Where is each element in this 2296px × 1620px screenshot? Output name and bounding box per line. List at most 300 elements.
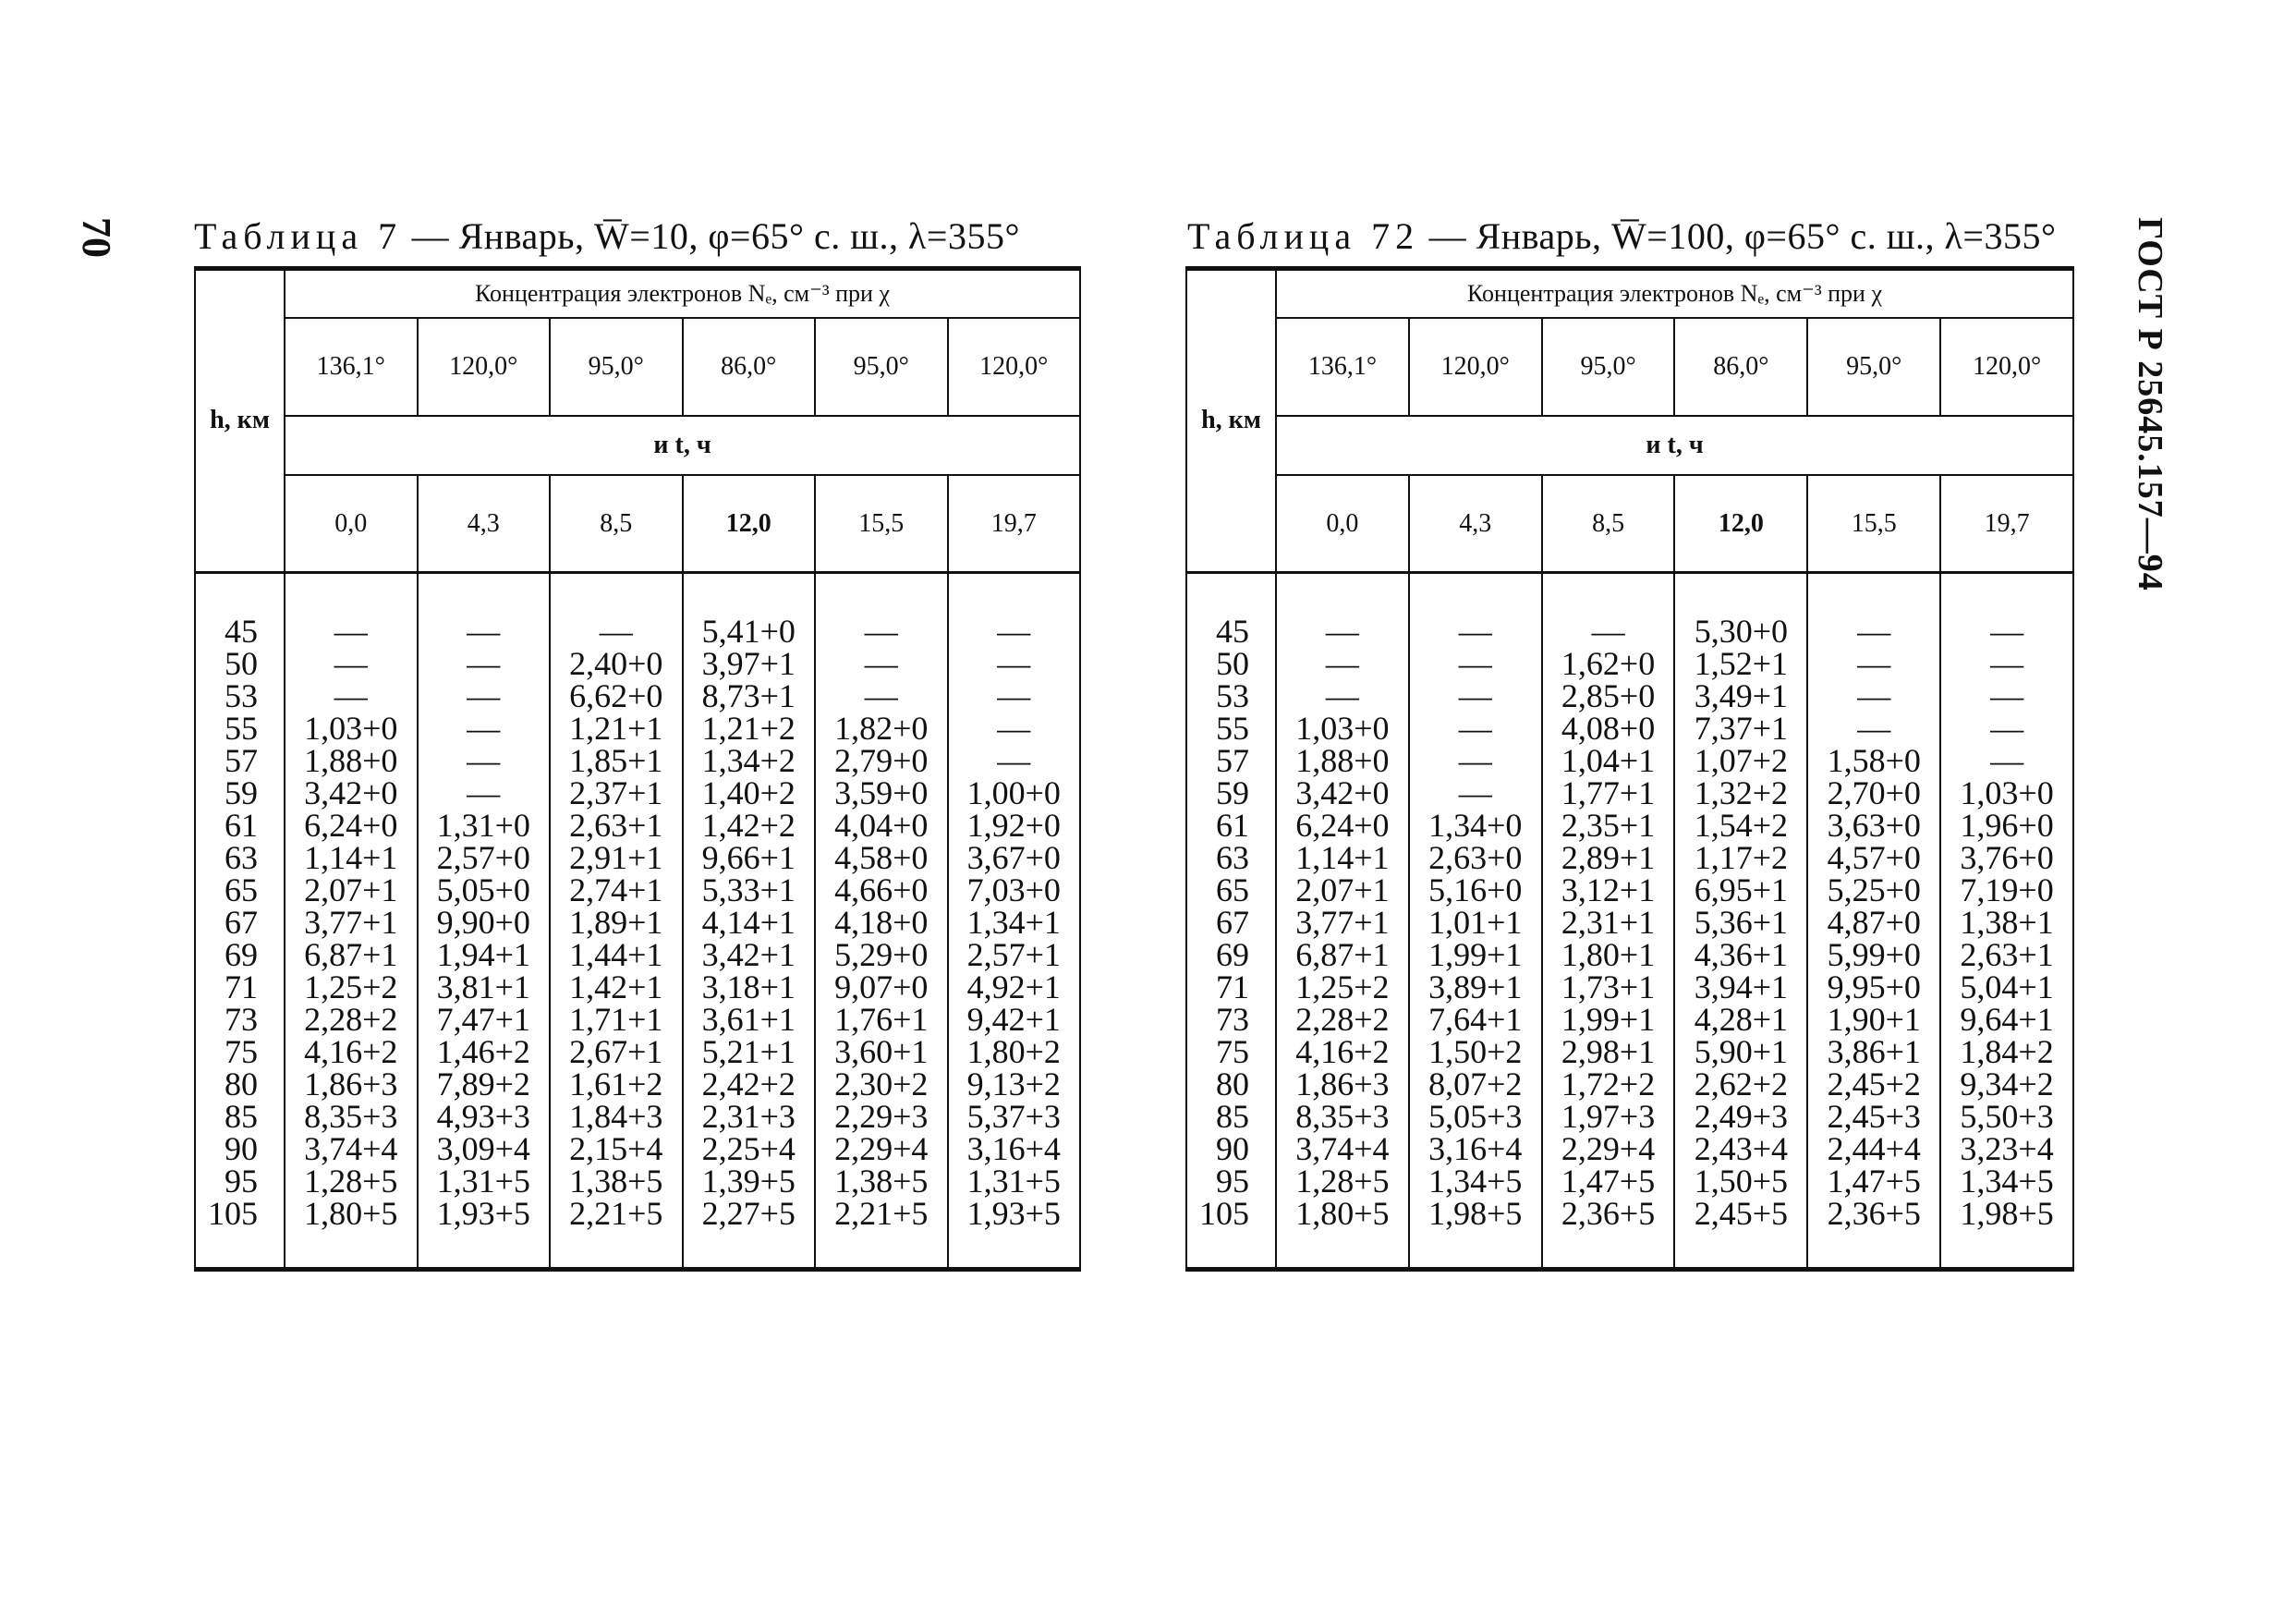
table-cell: —	[1458, 612, 1492, 650]
table-cell: —	[997, 741, 1031, 779]
table-cell: 2,45+3	[1827, 1097, 1921, 1135]
height-value: 95	[1216, 1162, 1249, 1200]
table-cell: 2,85+0	[1561, 676, 1656, 714]
height-value: 50	[225, 644, 258, 682]
height-value: 59	[225, 773, 258, 811]
time-value: 4,3	[418, 475, 551, 572]
height-value: 105	[208, 1194, 258, 1232]
value-column	[1542, 572, 1675, 1267]
time-value: 19,7	[948, 475, 1081, 572]
concentration-header: Концентрация электронов Nₑ, см⁻³ при χ	[1276, 271, 2073, 318]
table-cell: 3,18+1	[701, 968, 796, 1005]
table-cell: 1,61+2	[569, 1065, 663, 1102]
height-value: 80	[225, 1065, 258, 1102]
table-cell: 8,07+2	[1428, 1065, 1523, 1102]
table-cell: 3,23+4	[1960, 1129, 2054, 1167]
table-cell: 7,03+0	[966, 871, 1061, 908]
table-cell: 8,35+3	[304, 1097, 398, 1135]
table-cell: 1,93+5	[966, 1194, 1061, 1232]
row-header: h, км	[195, 271, 285, 572]
table-cell: 4,28+1	[1694, 1000, 1789, 1038]
table-cell: 9,42+1	[966, 1000, 1061, 1038]
table-cell: 2,62+2	[1694, 1065, 1789, 1102]
chi-header: 136,1°	[1276, 318, 1409, 416]
table-cell: 3,42+0	[304, 773, 398, 811]
table-cell: 2,44+4	[1827, 1129, 1921, 1167]
table-cell: 4,36+1	[1694, 935, 1789, 973]
value-column	[815, 572, 948, 1267]
table-cell: —	[997, 612, 1031, 650]
table-cell: —	[1990, 644, 2024, 682]
table-cell: 1,25+2	[304, 968, 398, 1005]
table-cell: 5,41+0	[701, 612, 796, 650]
table-cell: —	[1325, 644, 1359, 682]
table-cell: 1,03+0	[1295, 709, 1390, 747]
table-cell: 3,42+0	[1295, 773, 1390, 811]
table-cell: —	[467, 644, 501, 682]
table-cell: 3,74+4	[1295, 1129, 1390, 1167]
table-cell: 3,77+1	[1295, 903, 1390, 941]
table-cell: 1,44+1	[569, 935, 663, 973]
table-cell: 1,98+5	[1960, 1194, 2054, 1232]
table-cell: —	[997, 709, 1031, 747]
table-cell: 1,80+5	[304, 1194, 398, 1232]
time-value: 8,5	[1542, 475, 1675, 572]
table-cell: —	[1990, 709, 2024, 747]
table-cell: 1,34+5	[1428, 1162, 1523, 1200]
height-value: 69	[225, 935, 258, 973]
table-cell: 1,34+5	[1960, 1162, 2054, 1200]
caption-prefix: Таблица 72	[1187, 215, 1420, 257]
table-cell: 9,64+1	[1960, 1000, 2054, 1038]
table-cell: 1,85+1	[569, 741, 663, 779]
table-cell: 2,91+1	[569, 838, 663, 876]
height-value: 65	[225, 871, 258, 908]
table-cell: 2,28+2	[1295, 1000, 1390, 1038]
table-cell: 2,42+2	[701, 1065, 796, 1102]
table-cell: 5,29+0	[834, 935, 929, 973]
table-cell: —	[1458, 644, 1492, 682]
height-value: 61	[1216, 806, 1249, 844]
table-cell: 4,16+2	[304, 1032, 398, 1070]
table-cell: 1,71+1	[569, 1000, 663, 1038]
table-cell: 3,12+1	[1561, 871, 1656, 908]
table-cell: —	[334, 644, 368, 682]
table-cell: 1,52+1	[1694, 644, 1789, 682]
chi-header: 95,0°	[815, 318, 948, 416]
table-cell: 2,31+1	[1561, 903, 1656, 941]
table-cell: 3,09+4	[436, 1129, 530, 1167]
table-cell: 1,80+2	[966, 1032, 1061, 1070]
table-cell: 5,33+1	[701, 871, 796, 908]
table-cell: 7,37+1	[1694, 709, 1789, 747]
table-cell: 6,24+0	[304, 806, 398, 844]
height-value: 71	[1216, 968, 1249, 1005]
table-cell: 3,81+1	[436, 968, 530, 1005]
table-cell: 1,80+5	[1295, 1194, 1390, 1232]
time-value: 0,0	[285, 475, 418, 572]
height-value: 85	[1216, 1097, 1249, 1135]
table-cell: 4,16+2	[1295, 1032, 1390, 1070]
height-value: 63	[225, 838, 258, 876]
table-cell: 1,04+1	[1561, 741, 1656, 779]
table-cell: —	[1990, 741, 2024, 779]
table-cell: 3,59+0	[834, 773, 929, 811]
time-header: и t, ч	[285, 416, 1080, 475]
chi-header: 86,0°	[1674, 318, 1807, 416]
table-cell: —	[334, 676, 368, 714]
table-cell: 1,54+2	[1694, 806, 1789, 844]
table-cell: 1,89+1	[569, 903, 663, 941]
caption-rest: — Январь, W̅=100, φ=65° с. ш., λ=355°	[1419, 215, 2057, 257]
table-cell: 5,90+1	[1694, 1032, 1789, 1070]
table-cell: 1,93+5	[436, 1194, 530, 1232]
table-cell: 1,47+5	[1561, 1162, 1656, 1200]
value-column	[1940, 572, 2073, 1267]
height-value: 95	[225, 1162, 258, 1200]
table-cell: 1,40+2	[701, 773, 796, 811]
table-cell: —	[1458, 741, 1492, 779]
height-value: 73	[1216, 1000, 1249, 1038]
table-cell: 1,07+2	[1694, 741, 1789, 779]
height-value: 63	[1216, 838, 1249, 876]
table-cell: 2,27+5	[701, 1194, 796, 1232]
table-cell: 5,05+0	[436, 871, 530, 908]
table-cell: 1,92+0	[966, 806, 1061, 844]
time-value: 8,5	[550, 475, 683, 572]
table-cell: 2,63+0	[1428, 838, 1523, 876]
table-cell: 1,72+2	[1561, 1065, 1656, 1102]
caption-prefix: Таблица 7	[194, 215, 403, 257]
table-cell: 1,28+5	[304, 1162, 398, 1200]
table-cell: 2,98+1	[1561, 1032, 1656, 1070]
table-cell: 1,31+0	[436, 806, 530, 844]
table-cell: 5,04+1	[1960, 968, 2054, 1005]
height-value: 73	[225, 1000, 258, 1038]
table-cell: 1,76+1	[834, 1000, 929, 1038]
table-cell: 4,18+0	[834, 903, 929, 941]
table-cell: 1,03+0	[304, 709, 398, 747]
table-cell: 1,73+1	[1561, 968, 1656, 1005]
table-cell: 2,15+4	[569, 1129, 663, 1167]
chi-header: 86,0°	[683, 318, 816, 416]
table-cell: 9,95+0	[1827, 968, 1921, 1005]
table-cell: —	[997, 676, 1031, 714]
table-cell: 6,95+1	[1694, 871, 1789, 908]
table-cell: 1,34+2	[701, 741, 796, 779]
chi-header: 95,0°	[550, 318, 683, 416]
table-cell: 3,63+0	[1827, 806, 1921, 844]
chi-header: 136,1°	[285, 318, 418, 416]
table-cell: 2,89+1	[1561, 838, 1656, 876]
table-cell: 6,87+1	[304, 935, 398, 973]
table-cell: 1,84+2	[1960, 1032, 2054, 1070]
table-cell: 2,36+5	[1827, 1194, 1921, 1232]
value-column	[948, 572, 1081, 1267]
table-cell: 3,16+4	[1428, 1129, 1523, 1167]
table-cell: 3,42+1	[701, 935, 796, 973]
table-cell: 1,88+0	[1295, 741, 1390, 779]
height-value: 71	[225, 968, 258, 1005]
table-cell: 1,25+2	[1295, 968, 1390, 1005]
table-cell: 2,29+3	[834, 1097, 929, 1135]
table-cell: 2,40+0	[569, 644, 663, 682]
table-cell: 1,86+3	[304, 1065, 398, 1102]
height-value: 90	[225, 1129, 258, 1167]
table-cell: 5,16+0	[1428, 871, 1523, 908]
table-cell: 5,25+0	[1827, 871, 1921, 908]
table-cell: 9,07+0	[834, 968, 929, 1005]
table-cell: —	[467, 741, 501, 779]
height-value: 75	[1216, 1032, 1249, 1070]
height-value: 61	[225, 806, 258, 844]
time-value: 4,3	[1409, 475, 1542, 572]
table-cell: 1,82+0	[834, 709, 929, 747]
table-cell: 1,80+1	[1561, 935, 1656, 973]
table-cell: —	[1591, 612, 1625, 650]
value-column	[550, 572, 683, 1267]
table-cell: 1,97+3	[1561, 1097, 1656, 1135]
height-value: 59	[1216, 773, 1249, 811]
table-cell: 2,57+1	[966, 935, 1061, 973]
height-value: 53	[225, 676, 258, 714]
table-cell: 2,21+5	[569, 1194, 663, 1232]
time-value: 15,5	[815, 475, 948, 572]
height-value: 57	[225, 741, 258, 779]
table-cell: 2,31+3	[701, 1097, 796, 1135]
table-cell: 1,50+5	[1694, 1162, 1789, 1200]
table-cell: 3,74+4	[304, 1129, 398, 1167]
table-cell: 1,99+1	[1428, 935, 1523, 973]
time-value: 12,0	[1674, 475, 1807, 572]
table-cell: 3,76+0	[1960, 838, 2054, 876]
height-value: 57	[1216, 741, 1249, 779]
page-number: 70	[74, 217, 119, 258]
time-value: 15,5	[1807, 475, 1940, 572]
value-column	[1276, 572, 1409, 1267]
table-cell: 7,47+1	[436, 1000, 530, 1038]
table-cell: 1,31+5	[436, 1162, 530, 1200]
table-cell: 1,86+3	[1295, 1065, 1390, 1102]
table-cell: 1,88+0	[304, 741, 398, 779]
table-cell: 2,29+4	[1561, 1129, 1656, 1167]
table-cell: 3,77+1	[304, 903, 398, 941]
table-cell: 1,34+0	[1428, 806, 1523, 844]
height-value: 67	[225, 903, 258, 941]
table-cell: 6,62+0	[569, 676, 663, 714]
height-value: 45	[1216, 612, 1249, 650]
table-cell: 1,38+1	[1960, 903, 2054, 941]
table-cell: 3,67+0	[966, 838, 1061, 876]
table-cell: 5,21+1	[701, 1032, 796, 1070]
table-caption-2	[1187, 214, 2056, 258]
chi-header: 120,0°	[1409, 318, 1542, 416]
table-cell: 2,57+0	[436, 838, 530, 876]
chi-header: 120,0°	[418, 318, 551, 416]
table-cell: 2,45+5	[1694, 1194, 1789, 1232]
table-cell: 1,99+1	[1561, 1000, 1656, 1038]
table-cell: 4,58+0	[834, 838, 929, 876]
table-cell: 8,73+1	[701, 676, 796, 714]
table-cell: 3,16+4	[966, 1129, 1061, 1167]
table-cell: 1,34+1	[966, 903, 1061, 941]
table-cell: 5,37+3	[966, 1097, 1061, 1135]
chi-header: 95,0°	[1807, 318, 1940, 416]
table-cell: 4,04+0	[834, 806, 929, 844]
table-cell: —	[1458, 709, 1492, 747]
table-cell: —	[1857, 644, 1891, 682]
height-value: 45	[225, 612, 258, 650]
table-cell: 1,42+2	[701, 806, 796, 844]
table-cell: 2,07+1	[1295, 871, 1390, 908]
table-cell: 1,96+0	[1960, 806, 2054, 844]
table-cell: 5,30+0	[1694, 612, 1789, 650]
table-cell: —	[1857, 612, 1891, 650]
time-value: 19,7	[1940, 475, 2073, 572]
table-cell: 4,93+3	[436, 1097, 530, 1135]
table-cell: 5,50+3	[1960, 1097, 2054, 1135]
table-cell: 7,64+1	[1428, 1000, 1523, 1038]
table-cell: 1,77+1	[1561, 773, 1656, 811]
table-cell: 3,49+1	[1694, 676, 1789, 714]
table-cell: 2,29+4	[834, 1129, 929, 1167]
table-cell: 2,45+2	[1827, 1065, 1921, 1102]
height-value: 55	[1216, 709, 1249, 747]
table-cell: 6,87+1	[1295, 935, 1390, 973]
height-value: 75	[225, 1032, 258, 1070]
table-cell: —	[1325, 612, 1359, 650]
height-value: 105	[1199, 1194, 1249, 1232]
table-cell: 2,67+1	[569, 1032, 663, 1070]
table-cell: 2,07+1	[304, 871, 398, 908]
table-cell: 2,79+0	[834, 741, 929, 779]
value-column	[1674, 572, 1807, 1267]
row-header: h, км	[1186, 271, 1276, 572]
table-cell: 3,97+1	[701, 644, 796, 682]
data-table-1	[194, 266, 1081, 1272]
table-cell: —	[1458, 773, 1492, 811]
table-cell: 2,25+4	[701, 1129, 796, 1167]
table-cell: 1,90+1	[1827, 1000, 1921, 1038]
table-cell: —	[467, 709, 501, 747]
time-header: и t, ч	[1276, 416, 2073, 475]
chi-header: 95,0°	[1542, 318, 1675, 416]
table-cell: 7,89+2	[436, 1065, 530, 1102]
table-cell: 1,14+1	[304, 838, 398, 876]
value-column	[1409, 572, 1542, 1267]
value-column	[418, 572, 551, 1267]
time-value: 12,0	[683, 475, 816, 572]
chi-header: 120,0°	[1940, 318, 2073, 416]
chi-header: 120,0°	[948, 318, 1081, 416]
table-cell: 1,14+1	[1295, 838, 1390, 876]
time-value: 0,0	[1276, 475, 1409, 572]
value-column	[683, 572, 816, 1267]
table-cell: 4,57+0	[1827, 838, 1921, 876]
table-cell: 5,36+1	[1694, 903, 1789, 941]
table-cell: 1,58+0	[1827, 741, 1921, 779]
caption-rest: — Январь, W̅=10, φ=65° с. ш., λ=355°	[402, 215, 1020, 257]
table-cell: 2,49+3	[1694, 1097, 1789, 1135]
table-cell: —	[467, 612, 501, 650]
table-cell: —	[1857, 709, 1891, 747]
table-cell: 9,66+1	[701, 838, 796, 876]
table-cell: 6,24+0	[1295, 806, 1390, 844]
table-cell: —	[1458, 676, 1492, 714]
table-cell: 5,05+3	[1428, 1097, 1523, 1135]
height-value: 67	[1216, 903, 1249, 941]
table-cell: 1,17+2	[1694, 838, 1789, 876]
height-value: 90	[1216, 1129, 1249, 1167]
height-value: 80	[1216, 1065, 1249, 1102]
table-cell: 1,38+5	[834, 1162, 929, 1200]
table-cell: 4,92+1	[966, 968, 1061, 1005]
table-cell: —	[997, 644, 1031, 682]
table-cell: 9,34+2	[1960, 1065, 2054, 1102]
height-value: 55	[225, 709, 258, 747]
table-cell: 1,39+5	[701, 1162, 796, 1200]
table-cell: 2,21+5	[834, 1194, 929, 1232]
height-value: 65	[1216, 871, 1249, 908]
table-cell: 1,01+1	[1428, 903, 1523, 941]
table-cell: 1,50+2	[1428, 1032, 1523, 1070]
height-value: 69	[1216, 935, 1249, 973]
table-cell: 1,31+5	[966, 1162, 1061, 1200]
table-cell: 2,37+1	[569, 773, 663, 811]
table-cell: 9,90+0	[436, 903, 530, 941]
table-cell: 3,94+1	[1694, 968, 1789, 1005]
table-cell: —	[467, 773, 501, 811]
table-cell: 4,08+0	[1561, 709, 1656, 747]
table-cell: —	[1990, 612, 2024, 650]
table-cell: —	[599, 612, 633, 650]
table-cell: 1,84+3	[569, 1097, 663, 1135]
table-cell: 2,43+4	[1694, 1129, 1789, 1167]
table-cell: 1,62+0	[1561, 644, 1656, 682]
table-cell: 1,38+5	[569, 1162, 663, 1200]
table-cell: —	[1325, 676, 1359, 714]
table-cell: 9,13+2	[966, 1065, 1061, 1102]
height-value: 53	[1216, 676, 1249, 714]
standard-code: ГОСТ Р 25645.157—94	[2131, 217, 2169, 591]
table-cell: 1,32+2	[1694, 773, 1789, 811]
table-cell: 1,98+5	[1428, 1194, 1523, 1232]
table-cell: 2,36+5	[1561, 1194, 1656, 1232]
table-cell: 5,99+0	[1827, 935, 1921, 973]
table-cell: 4,14+1	[701, 903, 796, 941]
table-cell: 8,35+3	[1295, 1097, 1390, 1135]
table-cell: 3,61+1	[701, 1000, 796, 1038]
table-cell: 1,21+1	[569, 709, 663, 747]
height-column	[1186, 572, 1276, 1267]
table-cell: 1,47+5	[1827, 1162, 1921, 1200]
height-value: 85	[225, 1097, 258, 1135]
height-column	[195, 572, 285, 1267]
table-cell: 2,28+2	[304, 1000, 398, 1038]
height-value: 50	[1216, 644, 1249, 682]
table-cell: 1,28+5	[1295, 1162, 1390, 1200]
table-cell: 7,19+0	[1960, 871, 2054, 908]
table-cell: 2,63+1	[1960, 935, 2054, 973]
table-cell: 1,03+0	[1960, 773, 2054, 811]
table-cell: —	[864, 612, 898, 650]
table-cell: 4,66+0	[834, 871, 929, 908]
table-cell: —	[1990, 676, 2024, 714]
table-cell: 3,89+1	[1428, 968, 1523, 1005]
table-cell: 3,60+1	[834, 1032, 929, 1070]
value-column	[285, 572, 418, 1267]
table-cell: 1,42+1	[569, 968, 663, 1005]
